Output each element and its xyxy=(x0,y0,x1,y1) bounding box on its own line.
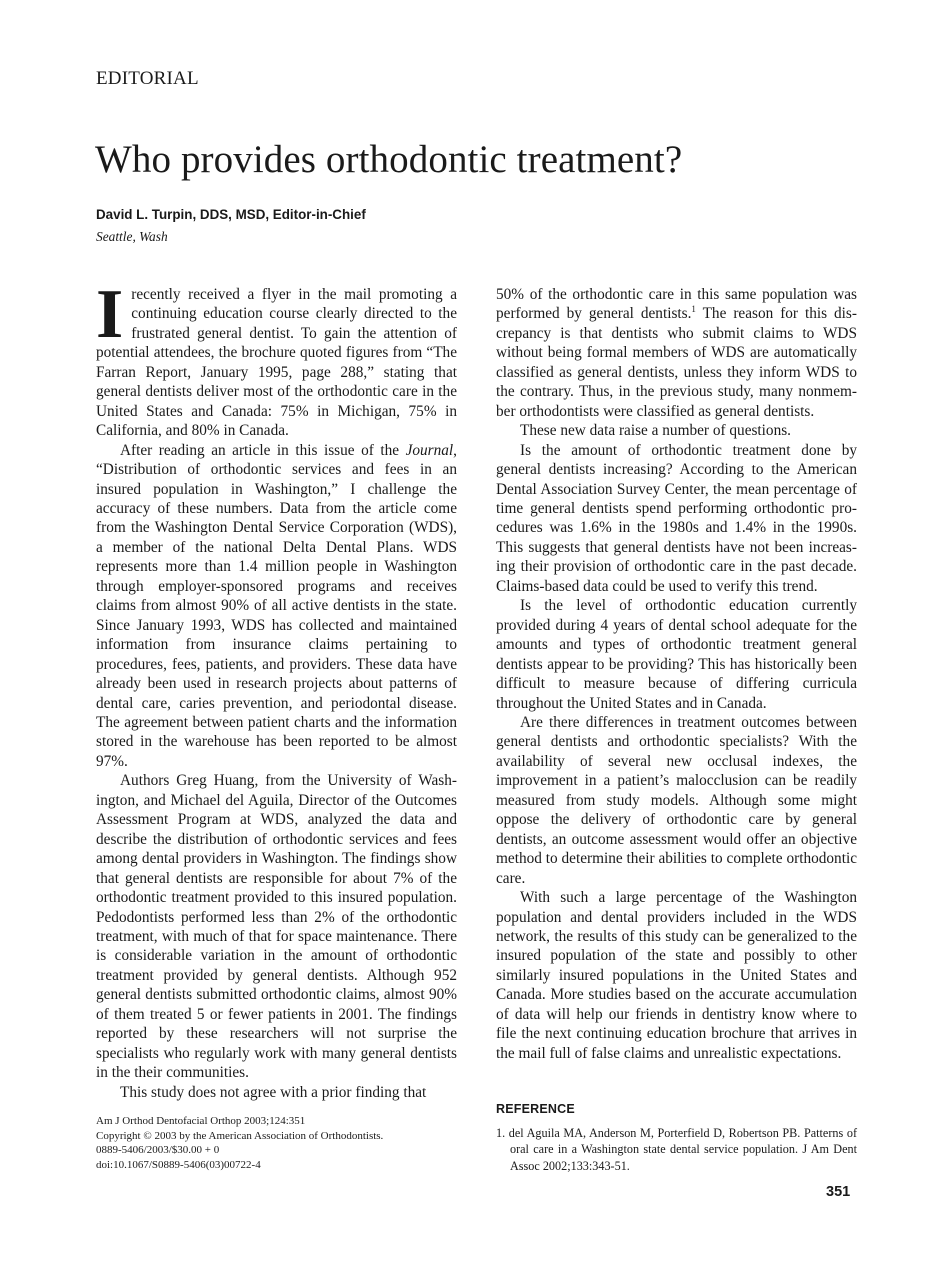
author-affiliation: Seattle, Wash xyxy=(96,229,168,244)
paragraph-text: , “Distribution of orthodontic services and fees in an insured population in Washington,” I challenge the accuracy of these numbers. Data from the article come from the Washington Dental Service Corporation (WDS), a member of the national Delta Dental Plans. WDS represents more than 1.4 million people in Washington through employer-sponsored programs and receives claims from almost 90% of all active dentists in the state. Since January 1993, WDS has collected and maintained information from insurance claims pertaining to procedures, fees, patients, and providers. These data have already been used in research projects about patterns of dental care, caries prevention, and periodontal disease. The agreement between patient charts and the information stored in the warehouse has been reported to be almost 97%. xyxy=(96,441,457,770)
reference-list xyxy=(496,1125,857,1174)
article-title: Who provides orthodontic treatment? xyxy=(95,138,683,181)
reference-heading: REFERENCE xyxy=(496,1102,575,1116)
left-text-column xyxy=(96,276,457,1102)
right-text-column xyxy=(496,285,857,1063)
issn-price: 0889-5406/2003/$30.00 + 0 xyxy=(96,1144,220,1157)
paragraph-question-outcomes: Are there differences in treatment outcomes between general dentists and orthodontic specialists? With the availability of several new occlusal indexes, the improvement in a patient’s malocclusion can be readily measured from study models. Although some might oppose the delivery of orthodontic care by general dentists, an outcome assessment would offer an objective method to determine their abilities to complete orthodontic care. xyxy=(496,713,857,887)
journal-citation: Am J Orthod Dentofacial Orthop 2003;124:351 xyxy=(96,1115,306,1127)
doi: doi:10.1067/S0889-5406(03)00722-4 xyxy=(96,1158,261,1171)
reference-superscript[interactable]: 1 xyxy=(691,304,696,315)
paragraph-journal-article xyxy=(96,441,457,772)
publication-footer xyxy=(96,1114,383,1172)
paragraph-text: recently received a flyer in the mail promoting a continuing education course clearly directed to the frustrated general dentist. To gain the attention of potential attendees, the brochure quoted figures from “The Farran Report, January 1995, page 288,” stating that general dentists deliver most of the orthodontic care in the United States and Canada: 75% in Michigan, 75% in California, and 80% in Canada. xyxy=(96,286,457,440)
section-label: EDITORIAL xyxy=(96,68,199,89)
paragraph-authors-findings: Authors Greg Huang, from the University of Washington, and Michael del Aguila, Director of the Outcomes Assessment Program at WDS, analyzed the data and describe the distribution of orthodontic services and fees among dental providers in Washington. The findings show that general dentists are responsible for about 7% of the orthodontic treatment provided to this insured population. Pedodontists performed less than 2% of the orthodontic treatment, with much of that for space maintenance. There is considerable variation in the amount of orthodontic treatment provided by general dentists. Although 952 general dentists submitted orthodontic claims, almost 90% of them treated 5 or fewer patients in 2001. The findings reported by these researchers will not surprise the specialists who regularly work with many general dentists in the their communities. xyxy=(96,772,457,1082)
paragraph-text: The reason for this discrepancy is that dentists who submit claims to WDS without being formal members of WDS are automatically classified as general dentists, unless they inform WDS to the contrary. Thus, in the previous study, many nonmember orthodontists were classified as general dentists. xyxy=(496,305,857,420)
paragraph-text: 50% of the orthodontic care in this same population was performed by general dentists. xyxy=(496,286,857,323)
journal-name: Journal xyxy=(405,441,454,459)
paragraph-intro xyxy=(96,276,457,441)
paragraph-text: After reading an article in this issue of the xyxy=(120,441,406,459)
paragraph-question-increasing: Is the amount of orthodontic treatment done by general dentists increasing? According to the American Dental Association Survey Center, the mean percentage of time general dentists spend performing orthodontic procedures was 1.6% in the 1980s and 1.4% in the 1990s. This suggests that general dentists have not been increasing their provision of orthodontic care in the past decade. Claims-based data could be used to verify this trend. xyxy=(496,441,857,595)
author-byline: David L. Turpin, DDS, MSD, Editor-in-Chief xyxy=(96,207,366,222)
paragraph-question-education: Is the level of orthodontic education currently provided during 4 years of dental school adequate for the amounts and types of orthodontic treatment general dentists appear to be providing? This has historically been difficult to measure because of differing curricula throughout the United States and in Canada. xyxy=(496,597,857,712)
drop-cap: I xyxy=(96,276,124,353)
copyright-notice: Copyright © 2003 by the American Association of Orthodontists. xyxy=(96,1129,384,1142)
paragraph-prior-finding-start: This study does not agree with a prior finding that xyxy=(120,1083,427,1101)
page-number: 351 xyxy=(826,1184,851,1200)
paragraph-questions-intro: These new data raise a number of questions. xyxy=(520,422,792,440)
reference-item: 1. del Aguila MA, Anderson M, Porterfield D, Robertson PB. Patterns of oral care in a Washington state dental service population. J Am Dent Assoc 2002;133:343-51. xyxy=(496,1126,857,1173)
paragraph-prior-finding-continued xyxy=(496,285,857,421)
paragraph-conclusion: With such a large percentage of the Washington population and dental providers included in the WDS network, the results of this study can be generalized to the insured population of the state and possibly to other similarly insured populations in the United States and Canada. More studies based on the accurate accumulation of data will help our friends in dentistry know where to file the next continuing education brochure that arrives in the mail full of false claims and unrealistic expectations. xyxy=(496,889,857,1062)
